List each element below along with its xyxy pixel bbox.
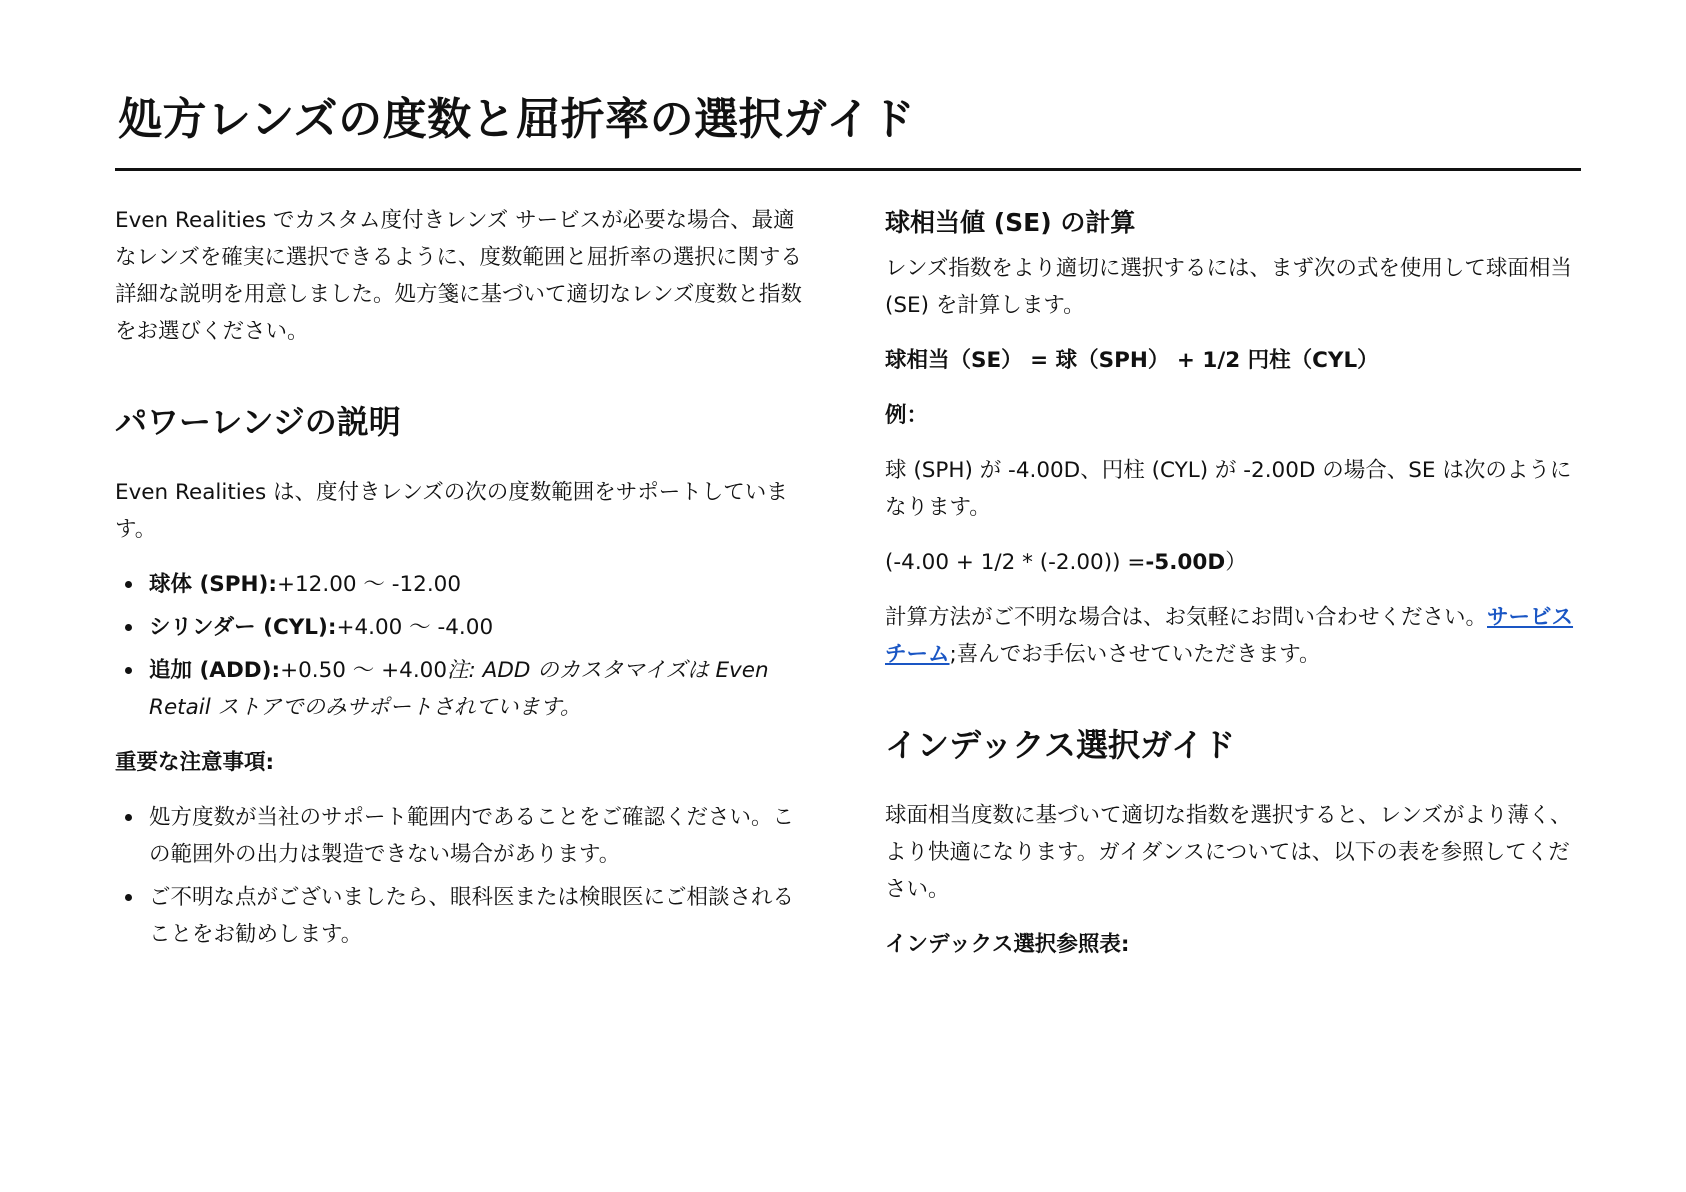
service-team-link[interactable]: サービスチーム: [885, 605, 1574, 667]
range-label: シリンダー (CYL):: [149, 615, 337, 640]
se-formula: 球相当（SE） = 球（SPH） + 1/2 円柱（CYL）: [885, 348, 1379, 373]
range-value: +12.00 〜 -12.00: [276, 572, 462, 597]
contact-text: 計算方法がご不明な場合は、お気軽にお問い合わせください。: [885, 605, 1488, 630]
contact-paragraph: [885, 599, 1581, 673]
index-guide-heading: インデックス選択ガイド: [885, 726, 1236, 764]
notes-list: [115, 799, 805, 953]
page-title: 処方レンズの度数と屈折率の選択ガイド: [118, 94, 916, 145]
right-column: [885, 202, 1581, 963]
contact-suffix: ;喜んでお手伝いさせていただきます。: [949, 642, 1321, 667]
power-range-heading: パワーレンジの説明: [115, 403, 401, 441]
title-divider: [115, 168, 1581, 171]
range-value: +0.50 〜 +4.00: [280, 658, 448, 683]
range-label: 追加 (ADD):: [149, 658, 281, 683]
list-item: [115, 652, 805, 726]
notes-heading: 重要な注意事項:: [115, 750, 275, 775]
se-intro: レンズ指数をより適切に選択するには、まず次の式を使用して球面相当 (SE) を計算します。: [885, 256, 1572, 318]
example-label: 例：: [885, 403, 929, 428]
index-table-label: インデックス選択参照表:: [885, 932, 1130, 957]
range-value: +4.00 〜 -4.00: [336, 615, 494, 640]
list-item: [115, 609, 805, 646]
calc-suffix: ）: [1225, 550, 1247, 575]
range-label: 球体 (SPH):: [149, 572, 277, 597]
left-column: [115, 202, 805, 953]
example-text: 球 (SPH) が -4.00D、円柱 (CYL) が -2.00D の場合、SE は次のようになります。: [885, 458, 1572, 520]
list-item: ご不明な点がございましたら、眼科医または検眼医にご相談されることをお勧めします。: [115, 879, 805, 953]
list-item: [115, 566, 805, 603]
index-guide-intro: 球面相当度数に基づいて適切な指数を選択すると、レンズがより薄く、より快適になります。ガイダンスについては、以下の表を参照してください。: [885, 803, 1572, 902]
power-range-intro: Even Realities は、度付きレンズの次の度数範囲をサポートしています。: [115, 480, 788, 542]
intro-paragraph: Even Realities でカスタム度付きレンズ サービスが必要な場合、最適なレンズを確実に選択できるように、度数範囲と屈折率の選択に関する詳細な説明を用意しました。処方箋に基づいて適切なレンズ度数と指数をお選びください。: [115, 208, 802, 344]
range-note: 注: ADD のカスタマイズは Even Retail ストアでのみサポートされています。: [149, 658, 769, 720]
calc-expression: (-4.00 + 1/2 * (-2.00)) =: [885, 550, 1146, 575]
se-heading: 球相当値 (SE) の計算: [885, 208, 1136, 237]
example-calculation: [885, 544, 1581, 581]
list-item: 処方度数が当社のサポート範囲内であることをご確認ください。この範囲外の出力は製造できない場合があります。: [115, 799, 805, 873]
calc-result: -5.00D: [1145, 550, 1226, 575]
power-range-list: [115, 566, 805, 726]
